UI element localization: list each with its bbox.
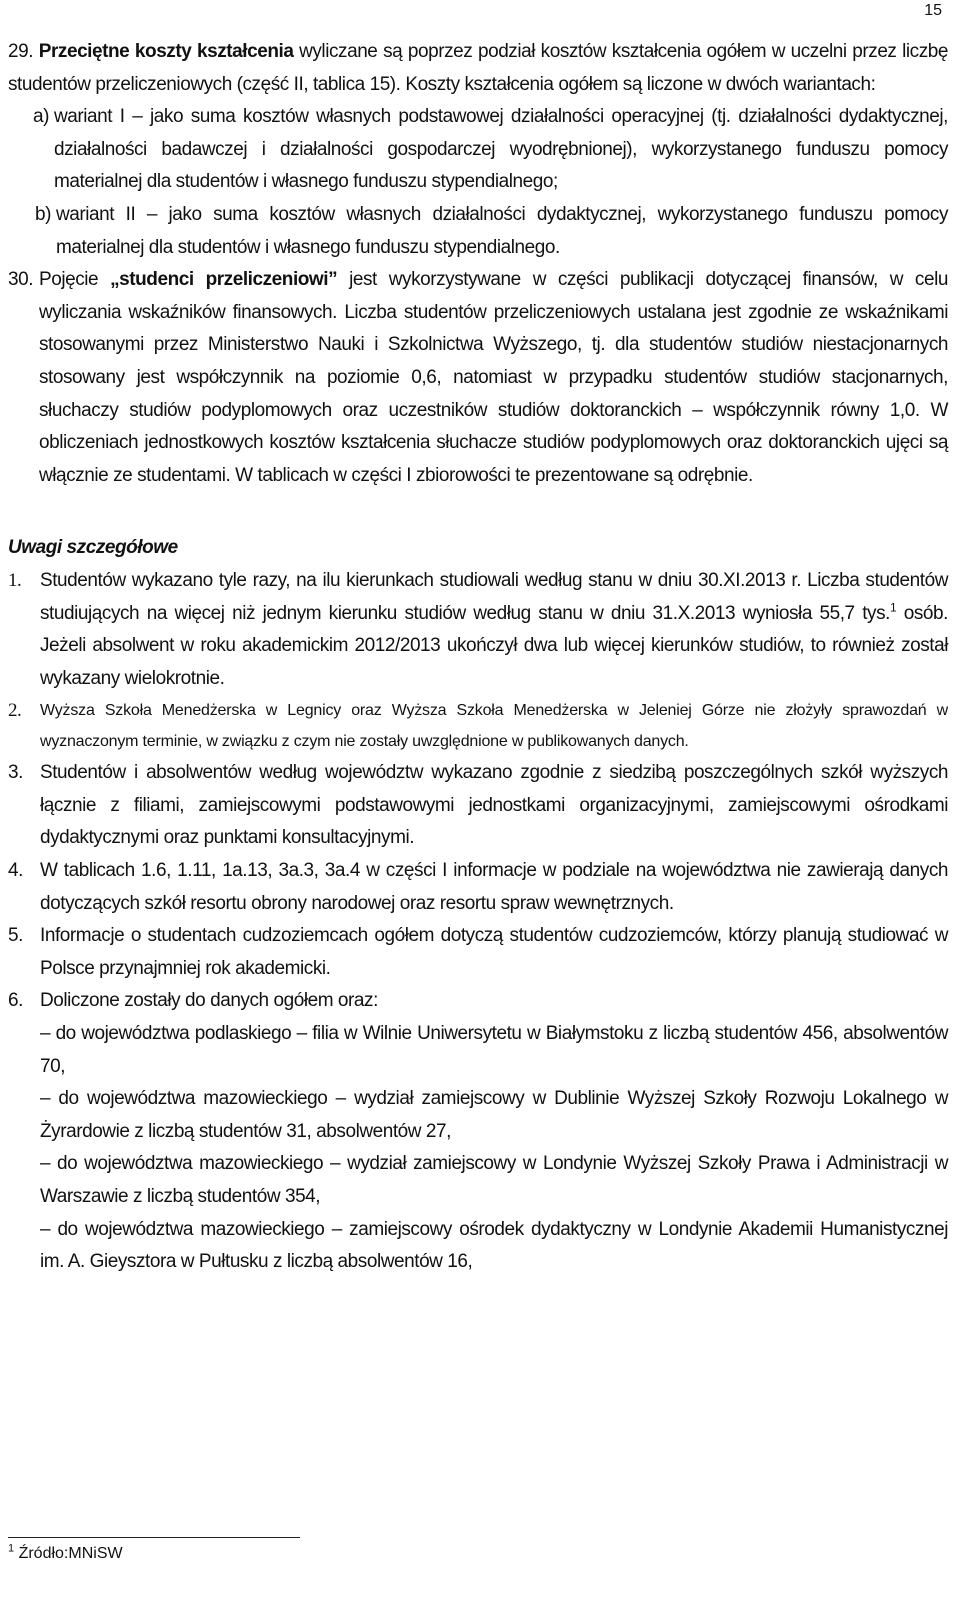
variant-a-text: wariant I – jako suma kosztów własnych podstawowej działalności operacyjnej (tj. działalności dydaktycznej, działalności badawczej i działalności gospodarczej wyodrębnionej), wykorzystanego funduszu pomocy materialnej dla studentów i własnego funduszu stypendialnego; bbox=[54, 106, 948, 193]
note-number: 5. bbox=[8, 925, 23, 947]
variant-a-label: a) bbox=[33, 106, 49, 128]
variant-a bbox=[33, 101, 948, 199]
note-number: 1. bbox=[8, 569, 22, 591]
note-number: 3. bbox=[8, 762, 23, 784]
note-1-text-a: Studentów wykazano tyle razy, na ilu kierunkach studiowali według stanu w dniu 30.XI.2013 r. Liczba studentów studiujących na więcej niż jednym kierunku studiów według stanu w dniu 31.X.2013 wyniosła 55,7 tys. bbox=[40, 569, 948, 624]
note-6 bbox=[8, 985, 948, 1278]
note-6-dash-item: – do województwa mazowieckiego – wydział zamiejscowy w Dublinie Wyższej Szkoły Rozwoju Lokalnego w Żyrardowie z liczbą studentów 31, absolwentów 27, bbox=[40, 1088, 948, 1142]
footnote bbox=[8, 1542, 123, 1563]
note-5 bbox=[8, 920, 948, 985]
note-6-dash-item: – do województwa podlaskiego – filia w Wilnie Uniwersytetu w Białymstoku z liczbą studentów 456, absolwentów 70, bbox=[40, 1023, 948, 1077]
item-number: 29. bbox=[8, 41, 34, 62]
note-3 bbox=[8, 757, 948, 855]
variant-b-text: wariant II – jako suma kosztów własnych działalności dydaktycznej, wykorzystanego funduszu pomocy materialnej dla studentów i własnego funduszu stypendialnego. bbox=[56, 203, 948, 258]
footnote-marker: 1 bbox=[8, 1542, 15, 1555]
variant-b bbox=[33, 199, 948, 264]
note-2-text: Wyższa Szkoła Menedżerska w Legnicy oraz Wyższa Szkoła Menedżerska w Jeleniej Górze nie złożyły sprawozdań w wyznaczonym terminie, w związku z czym nie zostały uwzględnione w publikowanych danych. bbox=[40, 702, 948, 751]
note-1 bbox=[8, 565, 948, 695]
note-number: 6. bbox=[8, 990, 23, 1012]
note-2 bbox=[8, 695, 948, 757]
note-6-dash-item: – do województwa mazowieckiego – wydział zamiejscowy w Londynie Wyższej Szkoły Prawa i Administracji w Warszawie z liczbą studentów 354, bbox=[40, 1153, 948, 1207]
note-4-text: W tablicach 1.6, 1.11, 1a.13, 3a.3, 3a.4 w części I informacje w podziale na województwa nie zawierają danych dotyczących szkół resortu obrony narodowej oraz resortu spraw wewnętrznych. bbox=[40, 860, 948, 914]
variants-list bbox=[8, 101, 948, 264]
footnote-text: Źródło:MNiSW bbox=[18, 1545, 123, 1562]
term-studenci-przeliczeniowi: „studenci przeliczeniowi” bbox=[110, 269, 338, 291]
note-3-text: Studentów i absolwentów według województw wykazano zgodnie z siedzibą poszczególnych szkół wyższych łącznie z filiami, zamiejscowymi podstawowymi jednostkami organizacyjnymi, zamiejscowymi ośrodkami dydaktycznymi oraz punktami konsultacyjnymi. bbox=[40, 762, 948, 849]
footnote-ref[interactable]: 1 bbox=[889, 600, 897, 615]
note-6-intro: Doliczone zostały do danych ogółem oraz: bbox=[40, 990, 378, 1012]
note-6-text bbox=[40, 985, 948, 1278]
definition-text: wyliczane są poprzez podział kosztów kształcenia ogółem w uczelni przez liczbę studentów przeliczeniowych (część II, tablica 15). Koszty kształcenia ogółem są liczone w dwóch wariantach: bbox=[8, 41, 948, 95]
note-6-dash-item: – do województwa mazowieckiego – zamiejscowy ośrodek dydaktyczny w Londynie Akademii Humanistycznej im. A. Gieysztora w Pułtusku z liczbą absolwentów 16, bbox=[40, 1218, 948, 1273]
definition-text: jest wykorzystywane w części publikacji dotyczącej finansów, w celu wyliczania wskaźników finansowych. Liczba studentów przeliczeniowych ustalana jest zgodnie ze wskaźnikami stosowanymi przez Ministerstwo Nauki i Szkolnictwa Wyższego, tj. dla studentów studiów niestacjonarnych stosowany jest współczynnik na poziomie 0,6, natomiast w przypadku studentów studiów stacjonarnych, słuchaczy studiów podyplomowych oraz uczestników studiów doktoranckich – współczynnik równy 1,0. W obliczeniach jednostkowych kosztów kształcenia słuchacze studiów podyplomowych oraz doktoranckich ujęci są włącznie ze studentami. W tablicach w części I zbiorowości te prezentowane są odrębnie. bbox=[39, 269, 948, 486]
note-5-text: Informacje o studentach cudzoziemcach ogółem dotyczą studentów cudzoziemców, którzy planują studiować w Polsce przynajmniej rok akademicki. bbox=[40, 925, 948, 979]
note-number: 2. bbox=[8, 700, 22, 722]
variant-b-label: b) bbox=[35, 203, 51, 225]
footnote-separator bbox=[8, 1537, 300, 1538]
term-przecietne-koszty: Przeciętne koszty kształcenia bbox=[38, 41, 294, 62]
note-1-text bbox=[40, 565, 948, 695]
page-number: 15 bbox=[924, 2, 942, 19]
definition-29 bbox=[8, 36, 948, 264]
definition-lead: Pojęcie bbox=[39, 269, 99, 291]
definition-30-text bbox=[39, 264, 948, 492]
notes-heading: Uwagi szczegółowe bbox=[8, 537, 178, 559]
definition-30 bbox=[8, 264, 948, 492]
item-number: 30. bbox=[8, 269, 34, 291]
note-number: 4. bbox=[8, 860, 23, 882]
note-4 bbox=[8, 855, 948, 920]
definition-29-paragraph bbox=[8, 36, 948, 101]
note-1-text-b: osób. Jeżeli absolwent w roku akademickim 2012/2013 ukończył dwa lub więcej kierunków studiów, to również został wykazany wielokrotnie. bbox=[40, 602, 948, 689]
document-body bbox=[8, 36, 948, 1279]
